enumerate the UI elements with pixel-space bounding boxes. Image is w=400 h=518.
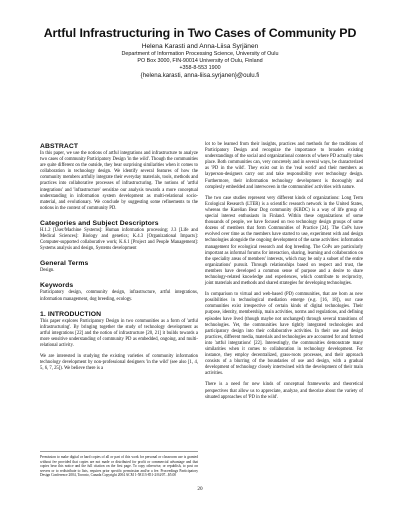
- introduction-heading: 1. INTRODUCTION: [40, 310, 102, 318]
- categories-heading: Categories and Subject Descriptors: [40, 219, 159, 227]
- introduction-paragraph: This paper explores Participatory Design in two communities as a form of 'artful infrastructuring'. By bringing together the study of technology development as artful integrations [22] and the notion of infrastructure [20, 21] it builds towards a more sensitive understanding of community PD as embedded, ongoing, and multi-relational activity.: [40, 318, 198, 348]
- general-terms-heading: General Terms: [40, 260, 89, 268]
- page-number: 20: [197, 486, 203, 492]
- paper-header: [24, 26, 376, 80]
- body-paragraph: lot to be learned from their insights, practices and methods for the traditions of Participatory Design and recognize the importance to broaden existing understandings of the social and organizational contexts of where PD actually takes place. Both communities can, very concretely and in several ways, be characterized as 'PD in the wild'. They exist out in the 'real world' and their members as layperson-designers carry out and take responsibility over technology design. Furthermore, their information technology development is thoroughly and complexly embedded and interwoven in the communities' activities with nature.: [205, 142, 363, 190]
- copyright-footnote: [40, 451, 198, 478]
- author-address: PO Box 3000, FIN-90014 University of Oulu, Finland: [137, 57, 263, 64]
- categories-text: H.1.2 [User/Machine Systems]: Human information processing; J.3 [Life and Medical Sciences]: Biology and genetics; K.4.3 [Organizational Impacts]: Computer-supported collaborative work; K.6.1 [Project and People Management]: Systems analysis and design, Systems development: [40, 227, 198, 252]
- abstract-heading: ABSTRACT: [40, 143, 79, 150]
- right-column: [205, 142, 363, 401]
- general-terms-text: Design.: [40, 268, 55, 274]
- abstract-text: In this paper, we use the notions of artful integrations and infrastructure to analyze two cases of community Participatory Design 'in the wild'. Though the communities are quite different on the outside, they bear surprising similarities when it comes to collaboration in technology design. We identify several features of how the community members artfully integrate their everyday materials, tools, methods and practices into collaborative processes of infrastructuring. The notions of 'artful integrations' and 'infrastructure' sensitize our analysis towards a more conceptual understanding in information system development as multi-relational socio-material, and evolutionary. We conclude by suggesting some refinements to the notions in the context of community PD.: [40, 151, 198, 211]
- paper-authors: Helena Karasti and Anna-Liisa Syrjänen: [141, 43, 259, 50]
- body-paragraph: The two case studies represent very different kinds of organizations: Long Term Ecological Research (LTER) is a scientific research network in the United States, whereas the Karelian Bear Dog community (KBDC) is a way of life group of special interest enthusiasts in Finland. Within these organizations of some thousands of people, we have focused on two technology design groups of some dozens of members that form Communities of Practice [24]. The CoPs have evolved over time as the members have started to use, experiment with and design technologies alongside the ongoing development of the same activities: information management for ecological research and dog breeding. The CoPs are particularly important as informal forums for interaction, sharing, learning and collaboration on the speciality areas of members' interests, which may be only a subset of the entire organizations' pursuit. Through relationships based on respect and trust, the members have developed a common sense of purpose and a desire to share technology-related knowledge and experiences, which contribute to reciprocity, joint materials and methods and shared strategies for developing technologies.: [205, 195, 363, 287]
- keywords-heading: Keywords: [40, 282, 74, 290]
- author-affiliation: Department of Information Processing Science, University of Oulu: [121, 51, 279, 57]
- copyright-text: Permission to make digital or hard copies of all or part of this work for personal or classroom use is granted without fee provided that copies are not made or distributed for profit or commercial advantage and that copies bear this notice and the full citation on the first page. To copy otherwise, or republish, to post on servers or to redistribute to lists, requires prior specific permission and/or a fee. Proceedings Participatory Design Conference 2004, Toronto, Canada Copyright 2004 ACM 1-58113-851-2/04/07...$5.00: [40, 455, 198, 477]
- body-paragraph: There is a need for new kinds of conceptual frameworks and theoretical perspectives that allow us to appreciate, analyze, and theorize about the variety of situated approaches of 'PD in the wild'.: [205, 382, 363, 400]
- author-phone: +358-8-553 1900: [179, 64, 221, 71]
- left-column: [40, 143, 198, 372]
- body-paragraph: In comparison to virtual and web-based (PD) communities, that are born as new possibilities in technological mediation emerge (e.g. [16, 18]), our case communities exist irrespective of certain kinds of digital technologies. Their purpose, identity, membership, main activities, norms and regulations, and defining episodes have lived (though maybe not unchanged) through several transitions of technologies. Yet, the communities have tightly integrated technologies and participatory design into their collaborative activities. In their use and design practices, different media, materials and technologies are accounted for and formed into 'artful integrations' [22]. Interestingly, the communities demonstrate many similarities when it comes to collaboration in technology development. For instance, they employ decentralized, grass-roots processes, and their approach consists of a blurring of the boundaries of use and design, with a gradual development of technology closely intertwined with the development of their main activities.: [205, 292, 363, 377]
- introduction-paragraph: We are interested in studying the existing varieties of community information technology development by non-professional designers 'in the wild' (see also [1, 4, 5, 6, 7, 25]). We believe there is a: [40, 354, 198, 372]
- keywords-text: Participatory design, community design, infrastructure, artful integrations, information management, dog breeding, ecology.: [40, 290, 198, 302]
- paper-title: Artful Infrastructuring in Two Cases of Community PD: [43, 26, 357, 40]
- author-emails: {helena.karasti, anna-liisa.syrjanen}@oulu.fi: [140, 72, 260, 80]
